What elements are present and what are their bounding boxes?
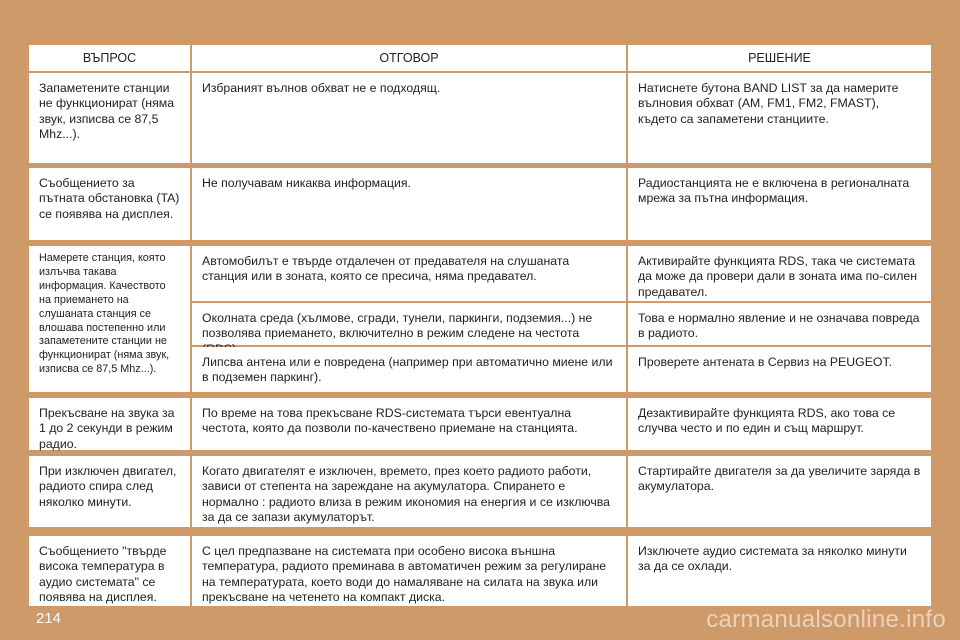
- answer-cell: Автомобилът е твърде отдалечен от предавателя на слушаната станция или в зоната, която се пресича, няма предавател.: [192, 246, 626, 301]
- question-cell: Намерете станция, която излъчва такава информация. Качеството на приемането на слушаната станция се влошава постепенно или запаметените станции не функционират (няма звук, изписва се 87,5 Mhz...).: [29, 246, 190, 392]
- solution-cell: Стартирайте двигателя за да увеличите заряда в акумулатора.: [628, 456, 931, 527]
- solution-cell: Дезактивирайте функцията RDS, ако това се случва често и по един и същ маршрут.: [628, 398, 931, 450]
- question-cell: Прекъсване на звука за 1 до 2 секунди в режим радио.: [29, 398, 190, 450]
- answer-cell: Избраният вълнов обхват не е подходящ.: [192, 73, 626, 163]
- question-cell: Запаметените станции не функционират (няма звук, изписва се 87,5 Mhz...).: [29, 73, 190, 163]
- answer-cell: Когато двигателят е изключен, времето, през което радиото работи, зависи от степента на зареждане на акумулатора. Спирането е нормално : радиото влиза в режим икономия на енергия и се изключва за да се запази акумулаторът.: [192, 456, 626, 527]
- question-cell: При изключен двигател, радиото спира след няколко минути.: [29, 456, 190, 527]
- answer-cell: Околната среда (хълмове, сгради, тунели, паркинги, подземия...) не позволява приемането, включително в режим следене на честота: [192, 303, 626, 345]
- header-solution: РЕШЕНИЕ: [628, 45, 931, 71]
- question-cell: Съобщението "твърде висока температура в аудио системата" се появява на дисплея.: [29, 536, 190, 606]
- solution-cell: Радиостанцията не е включена в регионалната мрежа за пътна информация.: [628, 168, 931, 240]
- watermark: carmanualsonline.info: [706, 606, 946, 633]
- header-question: ВЪПРОС: [29, 45, 190, 71]
- answer-cell: Не получавам никаква информация.: [192, 168, 626, 240]
- answer-cell: Липсва антена или е повредена (например при автоматично миене или в подземен паркинг).: [192, 347, 626, 392]
- answer-cell: По време на това прекъсване RDS-системата търси евентуална честота, която да позволи по-качествено приемане на станцията.: [192, 398, 626, 450]
- solution-cell: Проверете антената в Сервиз на PEUGEOT.: [628, 347, 931, 392]
- header-answer: ОТГОВОР: [192, 45, 626, 71]
- page-number: 214: [36, 610, 62, 627]
- solution-cell: Натиснете бутона BAND LIST за да намерите вълновия обхват (AM, FM1, FM2, FMAST), където са запаметени станциите.: [628, 73, 931, 163]
- solution-cell: Това е нормално явление и не означава повреда в радиото.: [628, 303, 931, 345]
- answer-cell: С цел предпазване на системата при особено висока външна температура, радиото преминава в автоматичен режим за регулиране на температурата, което води до намаляване на силата на звука или прекъсване на четенето на компакт диска.: [192, 536, 626, 606]
- solution-cell: Изключете аудио системата за няколко минути за да се охлади.: [628, 536, 931, 606]
- question-cell: Съобщението за пътната обстановка (TA) се появява на дисплея.: [29, 168, 190, 240]
- solution-cell: Активирайте функцията RDS, така че системата да може да провери дали в зоната има по-силен предавател.: [628, 246, 931, 301]
